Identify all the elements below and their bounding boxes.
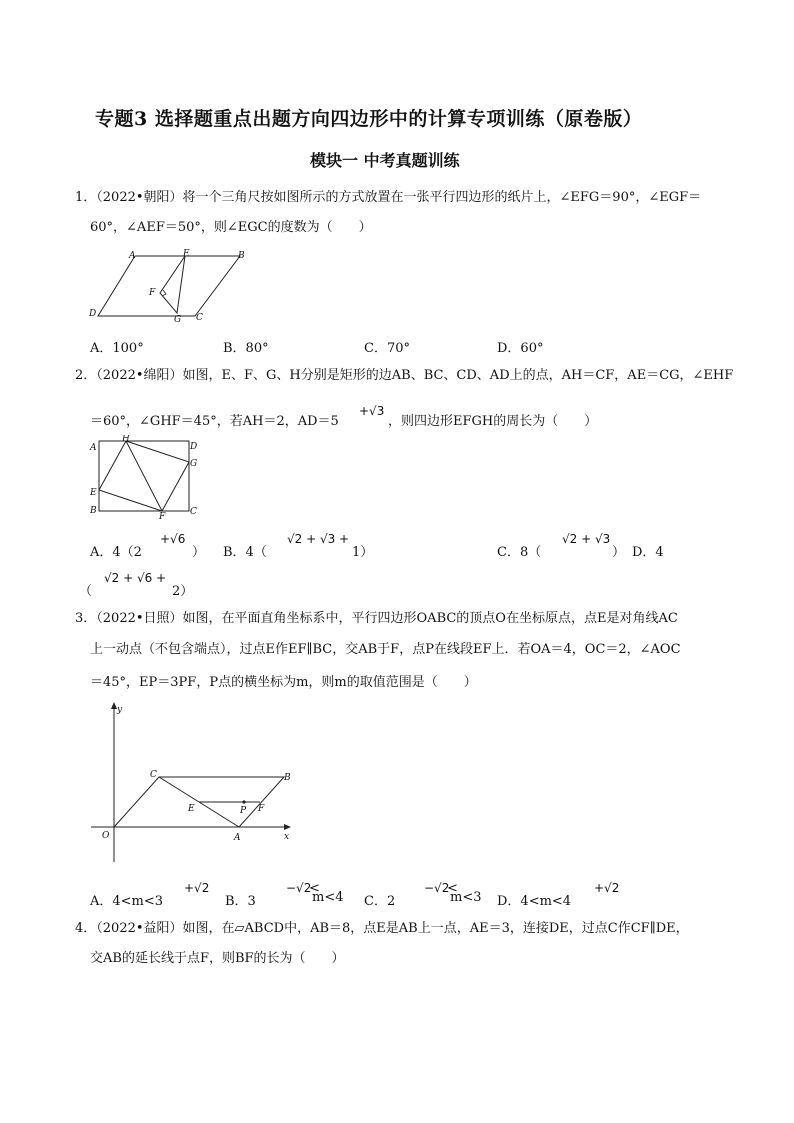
- q1-label-b: B: [238, 251, 245, 261]
- q2-option-a-prefix[interactable]: A．4（2: [90, 545, 142, 560]
- q3-option-a-radical: +√2: [184, 881, 210, 895]
- q3-option-d-radical: +√2: [594, 881, 620, 895]
- q2-label-e: E: [90, 488, 97, 498]
- q2-label-b: B: [90, 506, 97, 516]
- q3-figure: [86, 700, 296, 865]
- q3-label-a: A: [234, 833, 241, 843]
- q3-option-c-tail: m<3: [450, 890, 482, 905]
- module-title: 模块一 中考真题训练: [310, 151, 460, 170]
- q2-label-f: F: [159, 512, 166, 519]
- q2-option-d-open: （: [79, 584, 93, 599]
- q3-option-c-radical: −√2: [424, 881, 450, 895]
- q3-label-f: F: [258, 804, 265, 814]
- q2-option-c-radical: √2 + √3: [562, 532, 611, 546]
- q3-option-d[interactable]: D．4<m<4: [497, 894, 572, 909]
- q2-label-c: C: [190, 507, 197, 517]
- q3-stem-line2: 上一动点（不包含端点），过点E作EF∥BC，交AB于F，点P在线段EF上．若OA＝4，OC＝2，∠AOC: [90, 642, 681, 657]
- q2-option-c-prefix[interactable]: C．8（: [497, 545, 542, 560]
- q2-option-b-suffix: 1）: [352, 545, 374, 560]
- q2-stem-line2c: ，则四边形EFGH的周长为（ ）: [388, 414, 598, 429]
- q2-stem-line2a: ＝60°，∠GHF＝45°，若AH＝2，AD＝5: [90, 414, 339, 429]
- q2-figure: [86, 435, 206, 519]
- q2-option-b-prefix[interactable]: B．4（: [223, 545, 267, 560]
- q2-option-a-radical: +√6: [160, 532, 186, 546]
- q1-label-a: A: [129, 251, 136, 261]
- q3-label-o: O: [102, 831, 110, 841]
- q2-option-d-radical: √2 + √6 +: [104, 571, 167, 585]
- q2-option-a-suffix: ）: [192, 545, 206, 560]
- q3-option-b-lt: <: [309, 881, 320, 896]
- q2-label-h: H: [122, 435, 130, 444]
- page-title: 专题3 选择题重点出题方向四边形中的计算专项训练（原卷版）: [95, 108, 643, 130]
- q2-label-g: G: [190, 459, 198, 469]
- q3-label-b: B: [284, 773, 291, 783]
- q3-label-e: E: [188, 804, 195, 814]
- q3-option-b[interactable]: B．3: [225, 894, 256, 909]
- q3-label-p: P: [240, 806, 247, 816]
- q3-label-c: C: [150, 770, 157, 780]
- q4-stem-line2: 交AB的延长线于点F，则BF的长为（ ）: [90, 951, 345, 966]
- q2-option-b-radical: √2 + √3 +: [287, 532, 350, 546]
- q3-option-c[interactable]: C．2: [364, 894, 396, 909]
- q1-option-a[interactable]: A．100°: [90, 341, 144, 356]
- q1-label-c: C: [196, 313, 203, 323]
- q1-label-d: D: [89, 309, 97, 319]
- q2-option-d[interactable]: D．4: [632, 545, 664, 560]
- q2-option-d-close: 2）: [172, 584, 194, 599]
- q3-option-b-radical: −√2: [286, 881, 312, 895]
- q1-stem-line1: 1．（2022•朝阳）将一个三角尺按如图所示的方式放置在一张平行四边形的纸片上，∠EFG＝90°，∠EGF＝: [75, 190, 702, 205]
- q1-option-b[interactable]: B．80°: [223, 341, 269, 356]
- q2-option-c-suffix: ）: [612, 545, 626, 560]
- q1-option-c[interactable]: C．70°: [364, 341, 410, 356]
- q3-label-x: x: [284, 832, 290, 842]
- q1-option-d[interactable]: D．60°: [497, 341, 544, 356]
- q2-stem-line1: 2．（2022•绵阳）如图，E、F、G、H分别是矩形的边AB、BC、CD、AD上的点，AH＝CF，AE＝CG，∠EHF: [75, 368, 734, 383]
- q2-label-d: D: [190, 442, 198, 452]
- q1-stem-line2: 60°，∠AEF＝50°，则∠EGC的度数为（ ）: [90, 220, 372, 235]
- q1-label-f: F: [149, 288, 156, 298]
- q3-stem-line1: 3．（2022•日照）如图，在平面直角坐标系中，平行四边形OABC的顶点O在坐标原点，点E是对角线AC: [75, 611, 678, 626]
- q3-label-y: y: [117, 705, 123, 715]
- q2-sqrt3: +√3: [359, 404, 385, 418]
- q1-label-e: E: [183, 249, 190, 259]
- q3-option-c-lt: <: [447, 881, 458, 896]
- q3-option-b-tail: m<4: [312, 890, 344, 905]
- q3-stem-line3: ＝45°，EP＝3PF，P点的横坐标为m，则m的取值范围是（ ）: [90, 675, 477, 690]
- q1-label-g: G: [174, 315, 182, 325]
- q1-figure: [85, 246, 255, 326]
- q4-stem-line1: 4．（2022•益阳）如图，在▱ABCD中，AB＝8，点E是AB上一点，AE＝3，连接DE，过点C作CF∥DE，: [75, 921, 689, 936]
- q2-label-a: A: [90, 443, 97, 453]
- q3-option-a[interactable]: A．4<m<3: [90, 894, 164, 909]
